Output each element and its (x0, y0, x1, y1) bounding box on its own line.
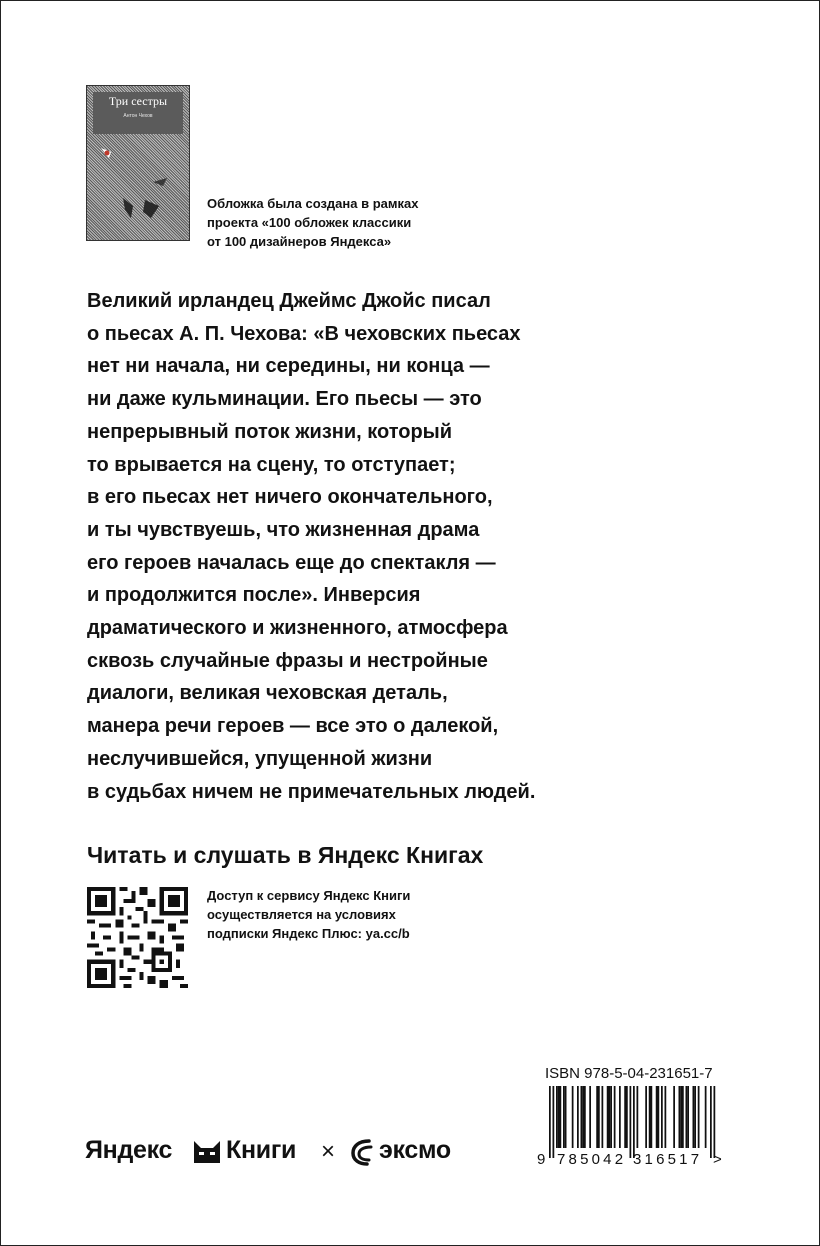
barcode-bar (658, 1086, 660, 1148)
eksmo-logo-text: эксмо (379, 1136, 451, 1164)
cover-illustration (87, 86, 190, 241)
collaboration-times-sign: × (321, 1138, 336, 1165)
barcode-bar (609, 1086, 611, 1148)
barcode-bar (563, 1086, 565, 1148)
barcode-bar (687, 1086, 689, 1148)
barcode-bar (610, 1086, 612, 1148)
barcode-first-digit: 9 (537, 1151, 546, 1166)
access-note-line: осуществляется на условиях (207, 907, 396, 922)
barcode-left-digits: 785042 (557, 1151, 627, 1166)
annotation-line: диалоги, великая чеховская деталь, (87, 682, 448, 705)
barcode-bar (710, 1086, 712, 1158)
barcode-bar (602, 1086, 604, 1148)
isbn-label: ISBN 978-5-04-231651-7 (545, 1065, 713, 1082)
yandex-books-cat-icon (192, 1137, 222, 1165)
read-listen-heading: Читать и слушать в Яндекс Книгах (87, 842, 484, 868)
barcode-quiet-zone-marker: > (713, 1151, 722, 1166)
barcode-bar (596, 1086, 598, 1148)
barcode-right-digits: 316517 (633, 1151, 703, 1166)
barcode-bar (649, 1086, 651, 1148)
barcode-bar (626, 1086, 628, 1148)
barcode-bar (582, 1086, 584, 1148)
barcode-bar (624, 1086, 626, 1148)
cover-thumbnail-author: Антон Чехов (123, 113, 153, 119)
cover-note-line: проекта «100 обложек классики (207, 215, 412, 230)
access-note-line: подписки Яндекс Плюс: ya.cc/b (207, 926, 410, 941)
cover-note (207, 194, 487, 251)
yandex-logo-text: Яндекс (85, 1136, 173, 1164)
barcode-bar (673, 1086, 675, 1148)
qr-code[interactable] (87, 887, 188, 988)
barcode-bar (581, 1086, 583, 1148)
barcode-bar (565, 1086, 567, 1148)
annotation-line: и продолжится после». Инверсия (87, 584, 421, 607)
cover-note-line: от 100 дизайнеров Яндекса» (207, 234, 392, 249)
barcode-bar (693, 1086, 695, 1148)
annotation-line: его героев началась еще до спектакля — (87, 551, 496, 574)
cover-thumbnail-title: Три сестры (108, 94, 168, 108)
barcode-bar (558, 1086, 560, 1148)
books-logo-text: Книги (226, 1136, 297, 1164)
barcode-bar (705, 1086, 707, 1148)
annotation-line: о пьесах А. П. Чехова: «В чеховских пьесах (87, 322, 521, 345)
annotation-line: непрерывный поток жизни, который (87, 420, 453, 443)
isbn-barcode (535, 1086, 725, 1166)
annotation-line: Великий ирландец Джеймс Джойс писал (87, 290, 491, 312)
barcode-bar (679, 1086, 681, 1148)
barcode-bar (614, 1086, 616, 1148)
barcode-bar (598, 1086, 600, 1148)
barcode-bar (661, 1086, 663, 1148)
annotation-line: нет ни начала, ни середины, ни конца — (87, 355, 490, 378)
barcode-bar (560, 1086, 562, 1148)
barcode-bar (572, 1086, 574, 1148)
annotation-line: неслучившейся, упущенной жизни (87, 747, 433, 770)
barcode-bar (651, 1086, 653, 1148)
barcode-bar (656, 1086, 658, 1148)
access-note (207, 886, 507, 943)
book-annotation (87, 285, 547, 808)
barcode-bar (630, 1086, 632, 1158)
barcode-bar (680, 1086, 682, 1148)
annotation-line: и ты чувствуешь, что жизненная драма (87, 518, 480, 541)
annotation-line: в судьбах ничем не примечательных людей. (87, 780, 536, 803)
eksmo-logo-icon (351, 1138, 377, 1166)
cover-note-line: Обложка была создана в рамках (207, 196, 419, 211)
barcode-bar (607, 1086, 609, 1148)
annotation-line: драматического и жизненного, атмосфера (87, 617, 508, 640)
barcode-bar (645, 1086, 647, 1148)
annotation-line: ни даже кульминации. Его пьесы — это (87, 388, 482, 411)
barcode-bar (682, 1086, 684, 1148)
barcode-bar (549, 1086, 551, 1158)
annotation-line: в его пьесах нет ничего окончательного, (87, 486, 493, 509)
barcode-bar (714, 1086, 716, 1158)
barcode-bar (553, 1086, 555, 1158)
barcode-bar (637, 1086, 639, 1148)
cover-thumbnail (86, 85, 190, 241)
annotation-line: сквозь случайные фразы и нестройные (87, 649, 488, 672)
annotation-line: то врывается на сцену, то отступает; (87, 453, 456, 476)
barcode-bar (556, 1086, 558, 1148)
barcode-bar (577, 1086, 579, 1148)
barcode-bar (633, 1086, 635, 1158)
barcode-bar (619, 1086, 621, 1148)
barcode-bar (665, 1086, 667, 1148)
barcode-bar (589, 1086, 591, 1148)
barcode-bar (698, 1086, 700, 1148)
annotation-line: манера речи героев — все это о далекой, (87, 715, 499, 738)
barcode-bar (694, 1086, 696, 1148)
access-note-line: Доступ к сервису Яндекс Книги (207, 888, 411, 903)
barcode-bar (584, 1086, 586, 1148)
barcode-bar (686, 1086, 688, 1148)
